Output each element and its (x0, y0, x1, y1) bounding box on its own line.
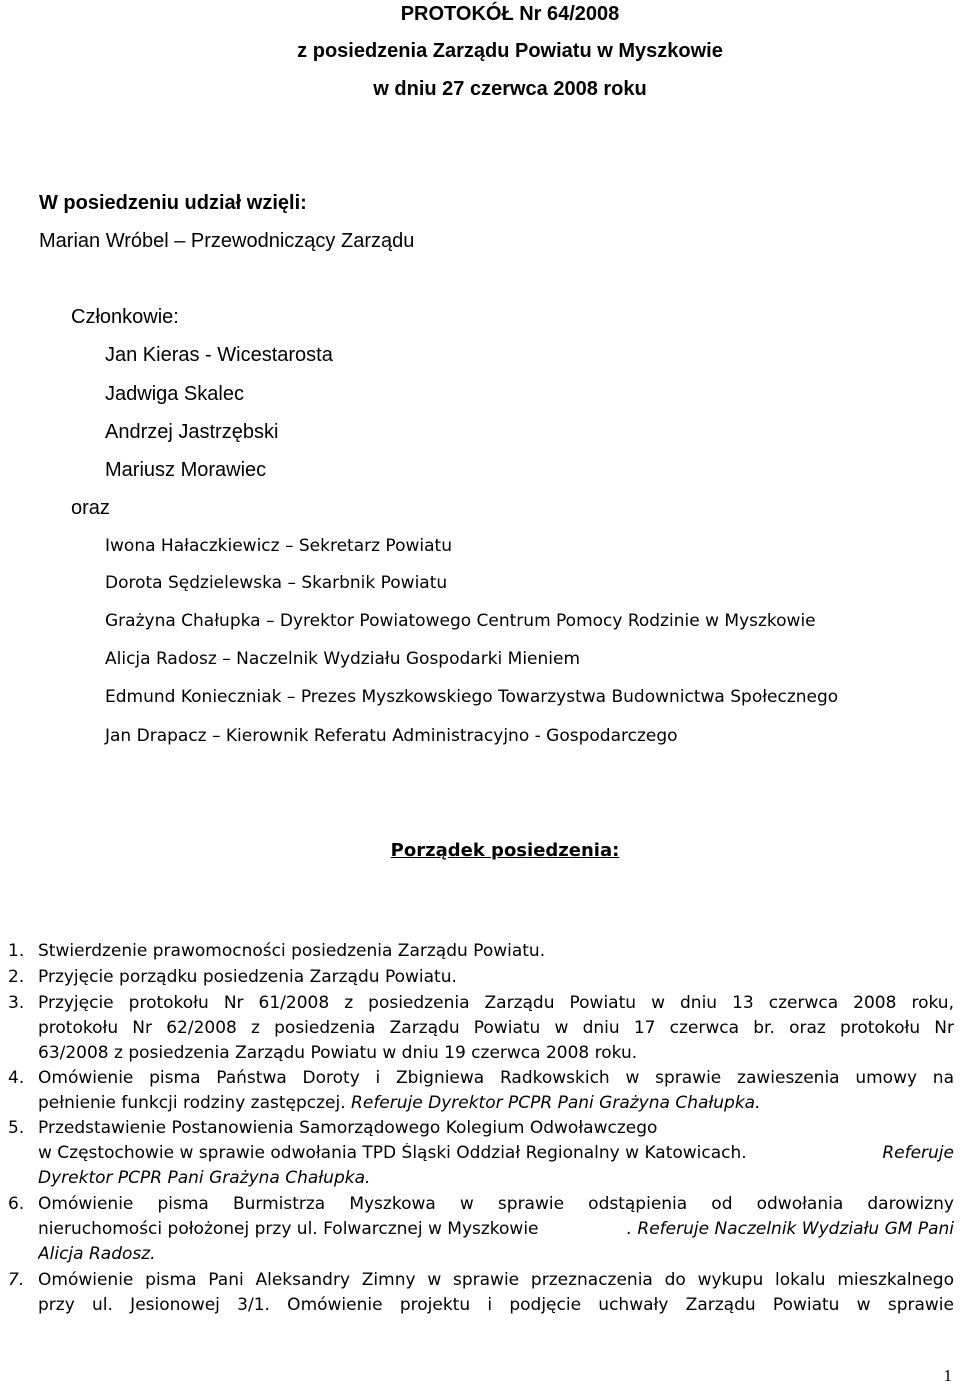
agenda-item-number: 2. (8, 967, 25, 987)
member-item: Mariusz Morawiec (105, 459, 267, 481)
agenda-item-text-line (38, 1143, 954, 1163)
agenda-item-text: Omówienie pisma Burmistrza Myszkowa w sprawie odstąpienia od odwołania darowizny (38, 1194, 954, 1214)
attendee-item: Dorota Sędzielewska – Skarbnik Powiatu (105, 573, 448, 593)
attendee-item: Jan Drapacz – Kierownik Referatu Administracyjno - Gospodarczego (105, 726, 678, 746)
agenda-item-text: pełnienie funkcji rodziny zastępczej. (38, 1093, 346, 1113)
agenda-item-text: 63/2008 z posiedzenia Zarządu Powiatu w dniu 19 czerwca 2008 roku. (38, 1043, 638, 1063)
agenda-item-presenter: Referuje (882, 1143, 954, 1163)
attendee-item: Edmund Konieczniak – Prezes Myszkowskiego Towarzystwa Budownictwa Społecznego (105, 687, 839, 707)
agenda-item-text: Omówienie pisma Pani Aleksandry Zimny w sprawie przeznaczenia do wykupu lokalu mieszkalnego (38, 1270, 954, 1290)
member-item: Andrzej Jastrzębski (105, 421, 279, 443)
document-subtitle: z posiedzenia Zarządu Powiatu w Myszkowie (297, 40, 723, 62)
attendee-item: Grażyna Chałupka – Dyrektor Powiatowego Centrum Pomocy Rodzinie w Myszkowie (105, 611, 816, 631)
agenda-item-number: 3. (8, 993, 25, 1013)
agenda-item-number: 6. (8, 1194, 25, 1214)
agenda-item-text: Przyjęcie protokołu Nr 61/2008 z posiedzenia Zarządu Powiatu w dniu 13 czerwca 2008 roku, (38, 993, 954, 1013)
member-item: Jadwiga Skalec (105, 383, 244, 405)
attendee-item: Iwona Hałaczkiewicz – Sekretarz Powiatu (105, 536, 452, 556)
agenda-item-text: w Częstochowie w sprawie odwołania TPD Śląski Oddział Regionalny w Katowicach. (38, 1143, 747, 1163)
agenda-item-text: Omówienie pisma Państwa Doroty i Zbigniewa Radkowskich w sprawie zawieszenia umowy na (38, 1068, 954, 1088)
agenda-item-text: nieruchomości położonej przy ul. Folwarcznej w Myszkowie (38, 1219, 539, 1239)
agenda-item-text: Przyjęcie porządku posiedzenia Zarządu Powiatu. (38, 967, 457, 987)
agenda-item-presenter: Referuje Dyrektor PCPR Pani Grażyna Chałupka. (351, 1093, 761, 1113)
agenda-item-text-line (38, 1093, 954, 1113)
document-title: PROTOKÓŁ Nr 64/2008 (400, 3, 620, 25)
member-item: Jan Kieras - Wicestarosta (105, 344, 333, 366)
agenda-item-text: protokołu Nr 62/2008 z posiedzenia Zarządu Powiatu w dniu 17 czerwca br. oraz protokołu Nr (38, 1018, 954, 1038)
agenda-item-text: Przedstawienie Postanowienia Samorządowego Kolegium Odwoławczego (38, 1118, 658, 1138)
attendance-heading: W posiedzeniu udział wzięli: (39, 192, 307, 214)
agenda-item-number: 5. (8, 1118, 25, 1138)
agenda-item-text: Stwierdzenie prawomocności posiedzenia Zarządu Powiatu. (38, 941, 546, 961)
chair-line: Marian Wróbel – Przewodniczący Zarządu (39, 230, 415, 252)
agenda-heading: Porządek posiedzenia: (390, 840, 620, 861)
agenda-item-presenter: Dyrektor PCPR Pani Grażyna Chałupka. (38, 1168, 371, 1188)
agenda-item-text-line (38, 1219, 954, 1239)
agenda-item-presenter: Alicja Radosz. (38, 1244, 156, 1264)
page-number: 1 (943, 1366, 952, 1385)
agenda-item-number: 7. (8, 1270, 25, 1290)
agenda-item-number: 4. (8, 1068, 25, 1088)
attendee-item: Alicja Radosz – Naczelnik Wydziału Gospodarki Mieniem (105, 649, 581, 669)
agenda-item-number: 1. (8, 941, 25, 961)
document-date: w dniu 27 czerwca 2008 roku (373, 78, 647, 100)
members-label: Członkowie: (71, 306, 179, 328)
agenda-item-presenter: . Referuje Naczelnik Wydziału GM Pani (626, 1219, 954, 1239)
agenda-item-text: przy ul. Jesionowej 3/1. Omówienie projektu i podjęcie uchwały Zarządu Powiatu w sprawie (38, 1295, 954, 1315)
oraz-label: oraz (71, 497, 110, 519)
